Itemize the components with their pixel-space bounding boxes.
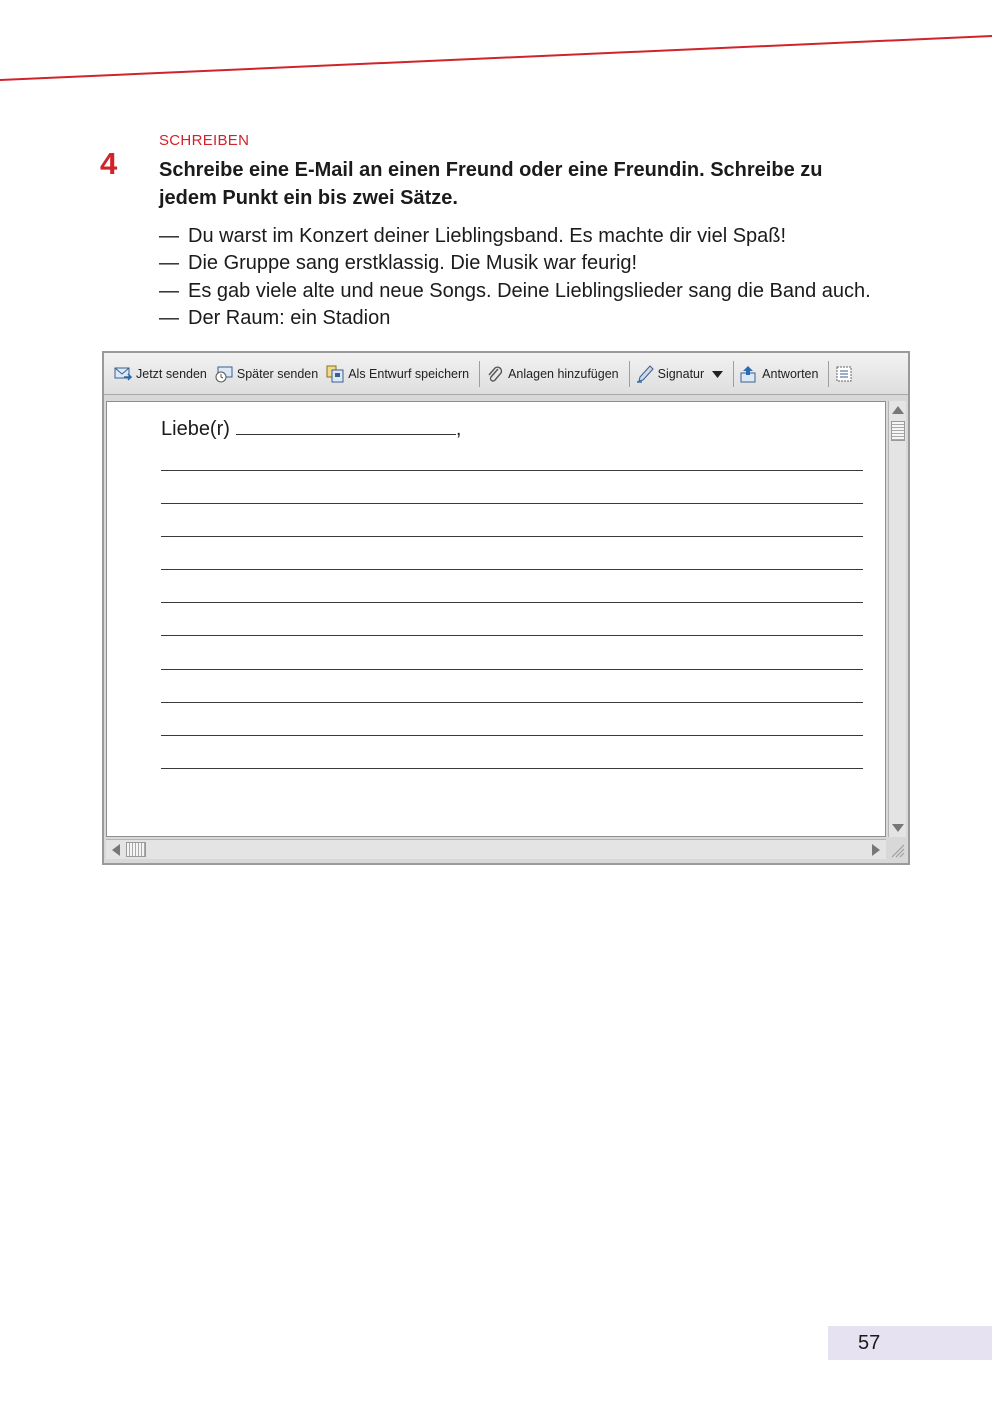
writing-line[interactable]	[161, 768, 863, 769]
name-blank[interactable]	[236, 416, 456, 435]
scroll-down-icon[interactable]	[891, 821, 905, 835]
task-number: 4	[100, 146, 118, 181]
writing-line[interactable]	[161, 602, 863, 603]
save-draft-button[interactable]: Als Entwurf speichern	[324, 360, 475, 388]
page-number: 57	[858, 1332, 881, 1354]
pen-icon	[636, 365, 654, 383]
page-number-tab	[828, 1326, 992, 1360]
chevron-down-icon	[712, 367, 723, 381]
greeting-line: Liebe(r) ,	[161, 418, 462, 440]
scroll-left-icon[interactable]	[108, 842, 124, 858]
section-label: SCHREIBEN	[159, 132, 250, 149]
resize-grip-icon[interactable]	[888, 839, 906, 859]
writing-line[interactable]	[161, 503, 863, 504]
scroll-up-icon[interactable]	[891, 403, 905, 417]
writing-line[interactable]	[161, 635, 863, 636]
bullet-list	[159, 223, 871, 332]
bullet-item: — Es gab viele alte und neue Songs. Deine Lieblingslieder sang die Band auch.	[159, 278, 871, 305]
dash-marker: —	[159, 306, 179, 329]
reply-button[interactable]: Antworten	[738, 360, 824, 388]
scroll-thumb[interactable]	[891, 421, 905, 441]
dash-marker: —	[159, 252, 179, 275]
draft-icon	[326, 365, 344, 383]
top-red-rule	[0, 0, 992, 100]
scroll-right-icon[interactable]	[868, 842, 884, 858]
email-compose-area[interactable]	[106, 401, 886, 837]
toolbar-separator	[629, 361, 630, 387]
vertical-scrollbar[interactable]	[888, 401, 906, 837]
email-window	[102, 351, 910, 865]
bullet-item: — Die Gruppe sang erstklassig. Die Musik war feurig!	[159, 250, 871, 277]
toolbar-separator	[828, 361, 829, 387]
paperclip-icon	[486, 365, 504, 383]
writing-line[interactable]	[161, 536, 863, 537]
send-icon	[114, 365, 132, 383]
bullet-item: — Du warst im Konzert deiner Lieblingsband. Es machte dir viel Spaß!	[159, 223, 871, 250]
more-options-button[interactable]	[833, 360, 863, 388]
scroll-thumb[interactable]	[126, 842, 146, 857]
add-attachment-button[interactable]: Anlagen hinzufügen	[484, 360, 625, 388]
send-later-button[interactable]: Später senden	[213, 360, 324, 388]
reply-icon	[740, 365, 758, 383]
writing-line[interactable]	[161, 569, 863, 570]
writing-line[interactable]	[161, 735, 863, 736]
toolbar-separator	[733, 361, 734, 387]
send-now-button[interactable]: Jetzt senden	[112, 360, 213, 388]
bullet-item: — Der Raum: ein Stadion	[159, 305, 871, 332]
writing-line[interactable]	[161, 470, 863, 471]
email-toolbar	[104, 353, 908, 395]
horizontal-scrollbar[interactable]	[106, 839, 886, 859]
clock-send-icon	[215, 365, 233, 383]
signature-dropdown[interactable]: Signatur	[634, 360, 730, 388]
dash-marker: —	[159, 225, 179, 247]
toolbar-separator	[479, 361, 480, 387]
writing-line[interactable]	[161, 702, 863, 703]
options-icon	[835, 365, 853, 383]
task-instruction: Schreibe eine E-Mail an einen Freund oder eine Freundin. Schreibe zu jedem Punkt ein bis zwei Sätze.	[159, 159, 823, 209]
writing-line[interactable]	[161, 669, 863, 670]
dash-marker: —	[159, 279, 179, 302]
